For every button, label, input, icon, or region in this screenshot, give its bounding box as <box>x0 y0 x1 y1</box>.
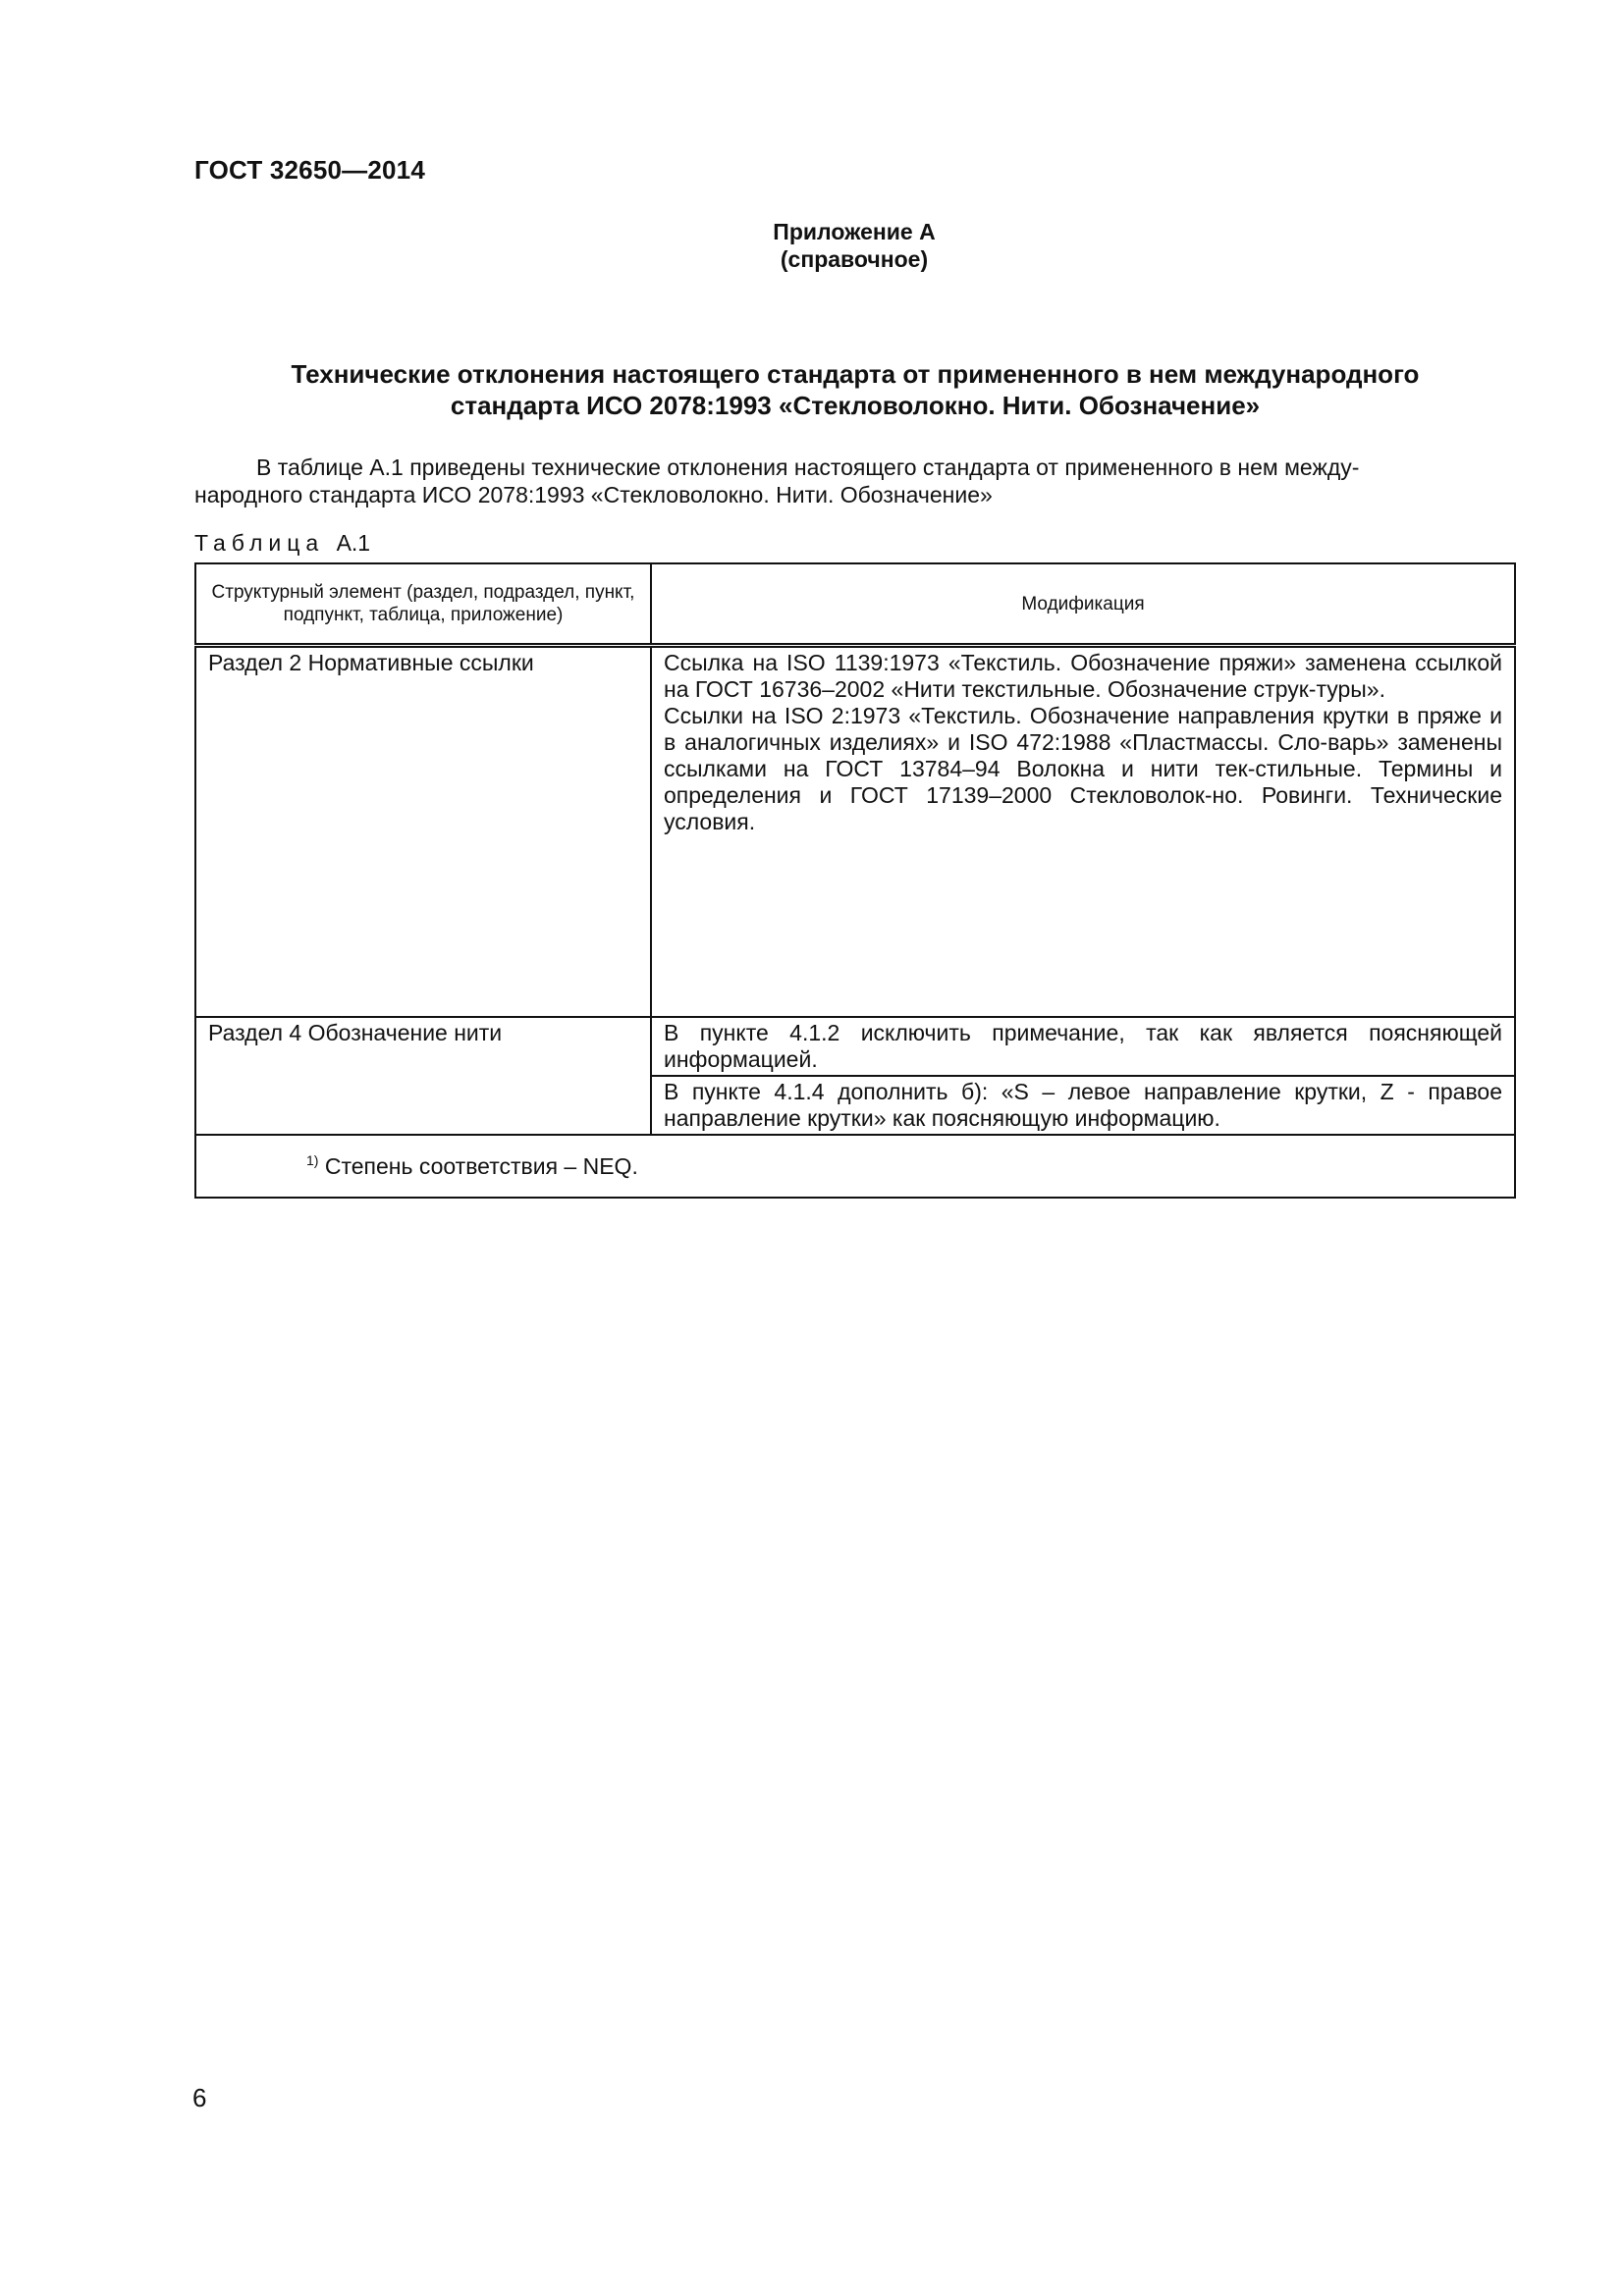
intro-line-2: народного стандарта ИСО 2078:1993 «Стекловолокно. Нити. Обозначение» <box>194 482 993 507</box>
footnote-mark: 1) <box>306 1151 319 1168</box>
header-structural-element: Структурный элемент (раздел, подраздел, пункт, подпункт, таблица, приложение) <box>195 563 651 646</box>
section-title <box>194 358 1516 421</box>
intro-line-1: В таблице А.1 приведены технические отклонения настоящего стандарта от примененного в нем между- <box>256 454 1360 480</box>
modification-text: В пункте 4.1.2 исключить примечание, так как является поясняющей информацией. <box>651 1017 1515 1076</box>
header-modification: Модификация <box>651 563 1515 646</box>
row-element-normative-references: Раздел 2 Нормативные ссылки <box>195 646 651 1018</box>
table-footnote <box>195 1135 1515 1198</box>
section-title-line-2: стандарта ИСО 2078:1993 «Стекловолокно. Нити. Обозначение» <box>450 391 1261 420</box>
document-number: ГОСТ 32650—2014 <box>194 155 425 185</box>
table-header-row <box>195 563 1515 646</box>
page-number: 6 <box>192 2083 207 2112</box>
row-modification-normative-references <box>651 646 1515 1018</box>
intro-paragraph <box>194 454 1516 508</box>
annex-heading <box>0 218 1624 273</box>
table-label-word: Таблица <box>194 530 325 556</box>
modification-text: В пункте 4.1.4 дополнить б): «S – левое направление крутки, Z - правое направление крутки» как поясняющую информацию. <box>651 1076 1515 1135</box>
deviations-table <box>194 562 1516 1199</box>
table-row-thread-designation-1 <box>195 1017 1515 1076</box>
table-label-number: А.1 <box>336 530 371 556</box>
footnote-text: Степень соответствия – NEQ. <box>324 1152 638 1179</box>
annex-subtitle: (справочное) <box>780 246 929 272</box>
section-title-line-1: Технические отклонения настоящего стандарта от примененного в нем международного <box>291 359 1420 389</box>
modification-text: Ссылка на ISO 1139:1973 «Текстиль. Обозначение пряжи» заменена ссылкой на ГОСТ 16736–2002 «Нити текстильные. Обозначение струк-туры». <box>664 650 1502 702</box>
table-label <box>194 530 370 557</box>
annex-title: Приложение А <box>773 219 936 244</box>
table-footnote-row <box>195 1135 1515 1198</box>
row-element-thread-designation: Раздел 4 Обозначение нити <box>195 1017 651 1135</box>
table-row-normative-references <box>195 646 1515 1018</box>
modification-text: Ссылки на ISO 2:1973 «Текстиль. Обозначение направления крутки в пряже и в аналогичных изделиях» и ISO 472:1988 «Пластмассы. Сло-варь» заменены ссылками на ГОСТ 13784–94 Волокна и нити тек-стильные. Термины и определения и ГОСТ 17139–2000 Стекловолок-но. Ровинги. Технические условия. <box>664 703 1502 834</box>
